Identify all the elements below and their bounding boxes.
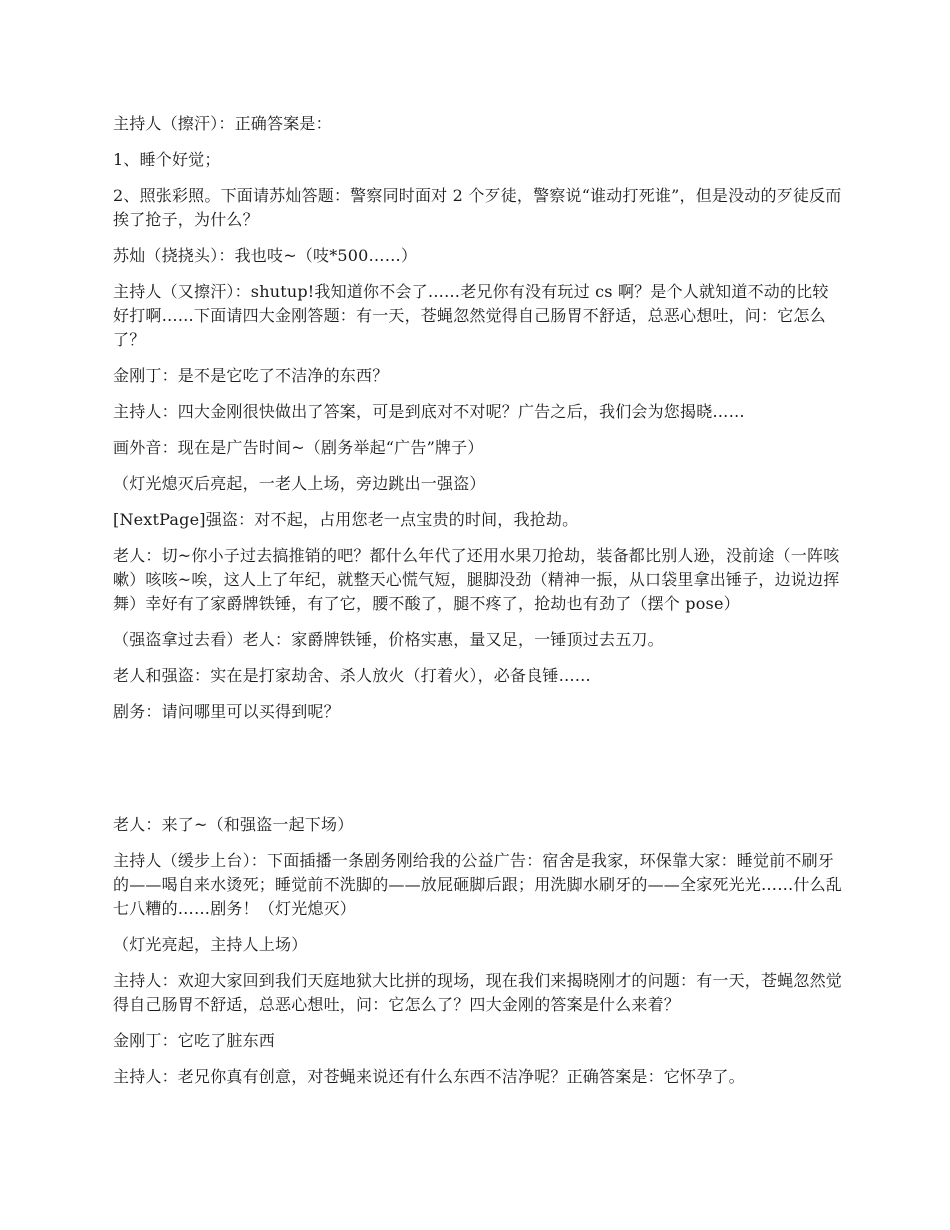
paragraph: 老人和强盗：实在是打家劫舍、杀人放火（打着火），必备良锤……	[113, 666, 592, 685]
paragraph: 主持人：欢迎大家回到我们天庭地狱大比拼的现场，现在我们来揭晓刚才的问题：有一天，苍蝇忽然觉得自己肠胃不舒适，总恶心想吐，问：它怎么了？四大金刚的答案是什么来着？	[113, 971, 843, 1014]
paragraph: 画外音：现在是广告时间~（剧务举起“广告”牌子）	[113, 438, 484, 457]
paragraph: 主持人（擦汗）：正确答案是：	[113, 114, 332, 133]
paragraph: （灯光亮起，主持人上场）	[113, 935, 308, 954]
paragraph: 苏灿（挠挠头）：我也吱~（吱*500……）	[113, 246, 418, 265]
paragraph: 剧务：请问哪里可以买得到呢？	[113, 702, 340, 721]
paragraph: 主持人：老兄你真有创意，对苍蝇来说还有什么东西不洁净呢？正确答案是：它怀孕了。	[113, 1067, 745, 1086]
paragraph: 主持人：四大金刚很快做出了答案，可是到底对不对呢？广告之后，我们会为您揭晓……	[113, 402, 745, 421]
paragraph: 主持人（缓步上台）：下面插播一条剧务刚给我的公益广告：宿舍是我家，环保靠大家：睡觉前不刷牙的——喝自来水烫死；睡觉前不洗脚的——放屁砸脚后跟；用洗脚水刷牙的——全家死光光……什么乱七八糟的……剧务！（灯光熄灭）	[113, 851, 843, 918]
paragraph: 主持人（又擦汗）：shutup!我知道你不会了……老兄你有没有玩过 cs 啊？是个人就知道不动的比较好打啊……下面请四大金刚答题：有一天，苍蝇忽然觉得自己肠胃不舒适，总恶心想吐，问：它怎么了？	[113, 282, 829, 349]
paragraph: 1、睡个好觉；	[113, 150, 221, 169]
paragraph: 金刚丁：它吃了脏东西	[113, 1031, 276, 1050]
paragraph: （强盗拿过去看）老人：家爵牌铁锤，价格实惠，量又足，一锤顶过去五刀。	[113, 630, 664, 649]
text-section-2	[113, 813, 843, 1101]
paragraph: （灯光熄灭后亮起，一老人上场，旁边跳出一强盗）	[113, 474, 486, 493]
paragraph: 金刚丁：是不是它吃了不洁净的东西？	[113, 366, 389, 385]
text-section-1	[113, 112, 843, 736]
paragraph: 2、照张彩照。下面请苏灿答题：警察同时面对 2 个歹徒，警察说“谁动打死谁”，但是没动的歹徒反而挨了抢子，为什么？	[113, 186, 842, 229]
paragraph: 老人：切~你小子过去搞推销的吧？都什么年代了还用水果刀抢劫，装备都比别人逊，没前途（一阵咳嗽）咳咳~唉，这人上了年纪，就整天心慌气短，腿脚没劲（精神一振，从口袋里拿出锤子，边说边挥舞）幸好有了家爵牌铁锤，有了它，腰不酸了，腿不疼了，抢劫也有劲了（摆个 pose）	[113, 546, 840, 613]
paragraph: 老人：来了~（和强盗一起下场）	[113, 815, 354, 834]
paragraph: [NextPage]强盗：对不起，占用您老一点宝贵的时间，我抢劫。	[113, 510, 579, 529]
